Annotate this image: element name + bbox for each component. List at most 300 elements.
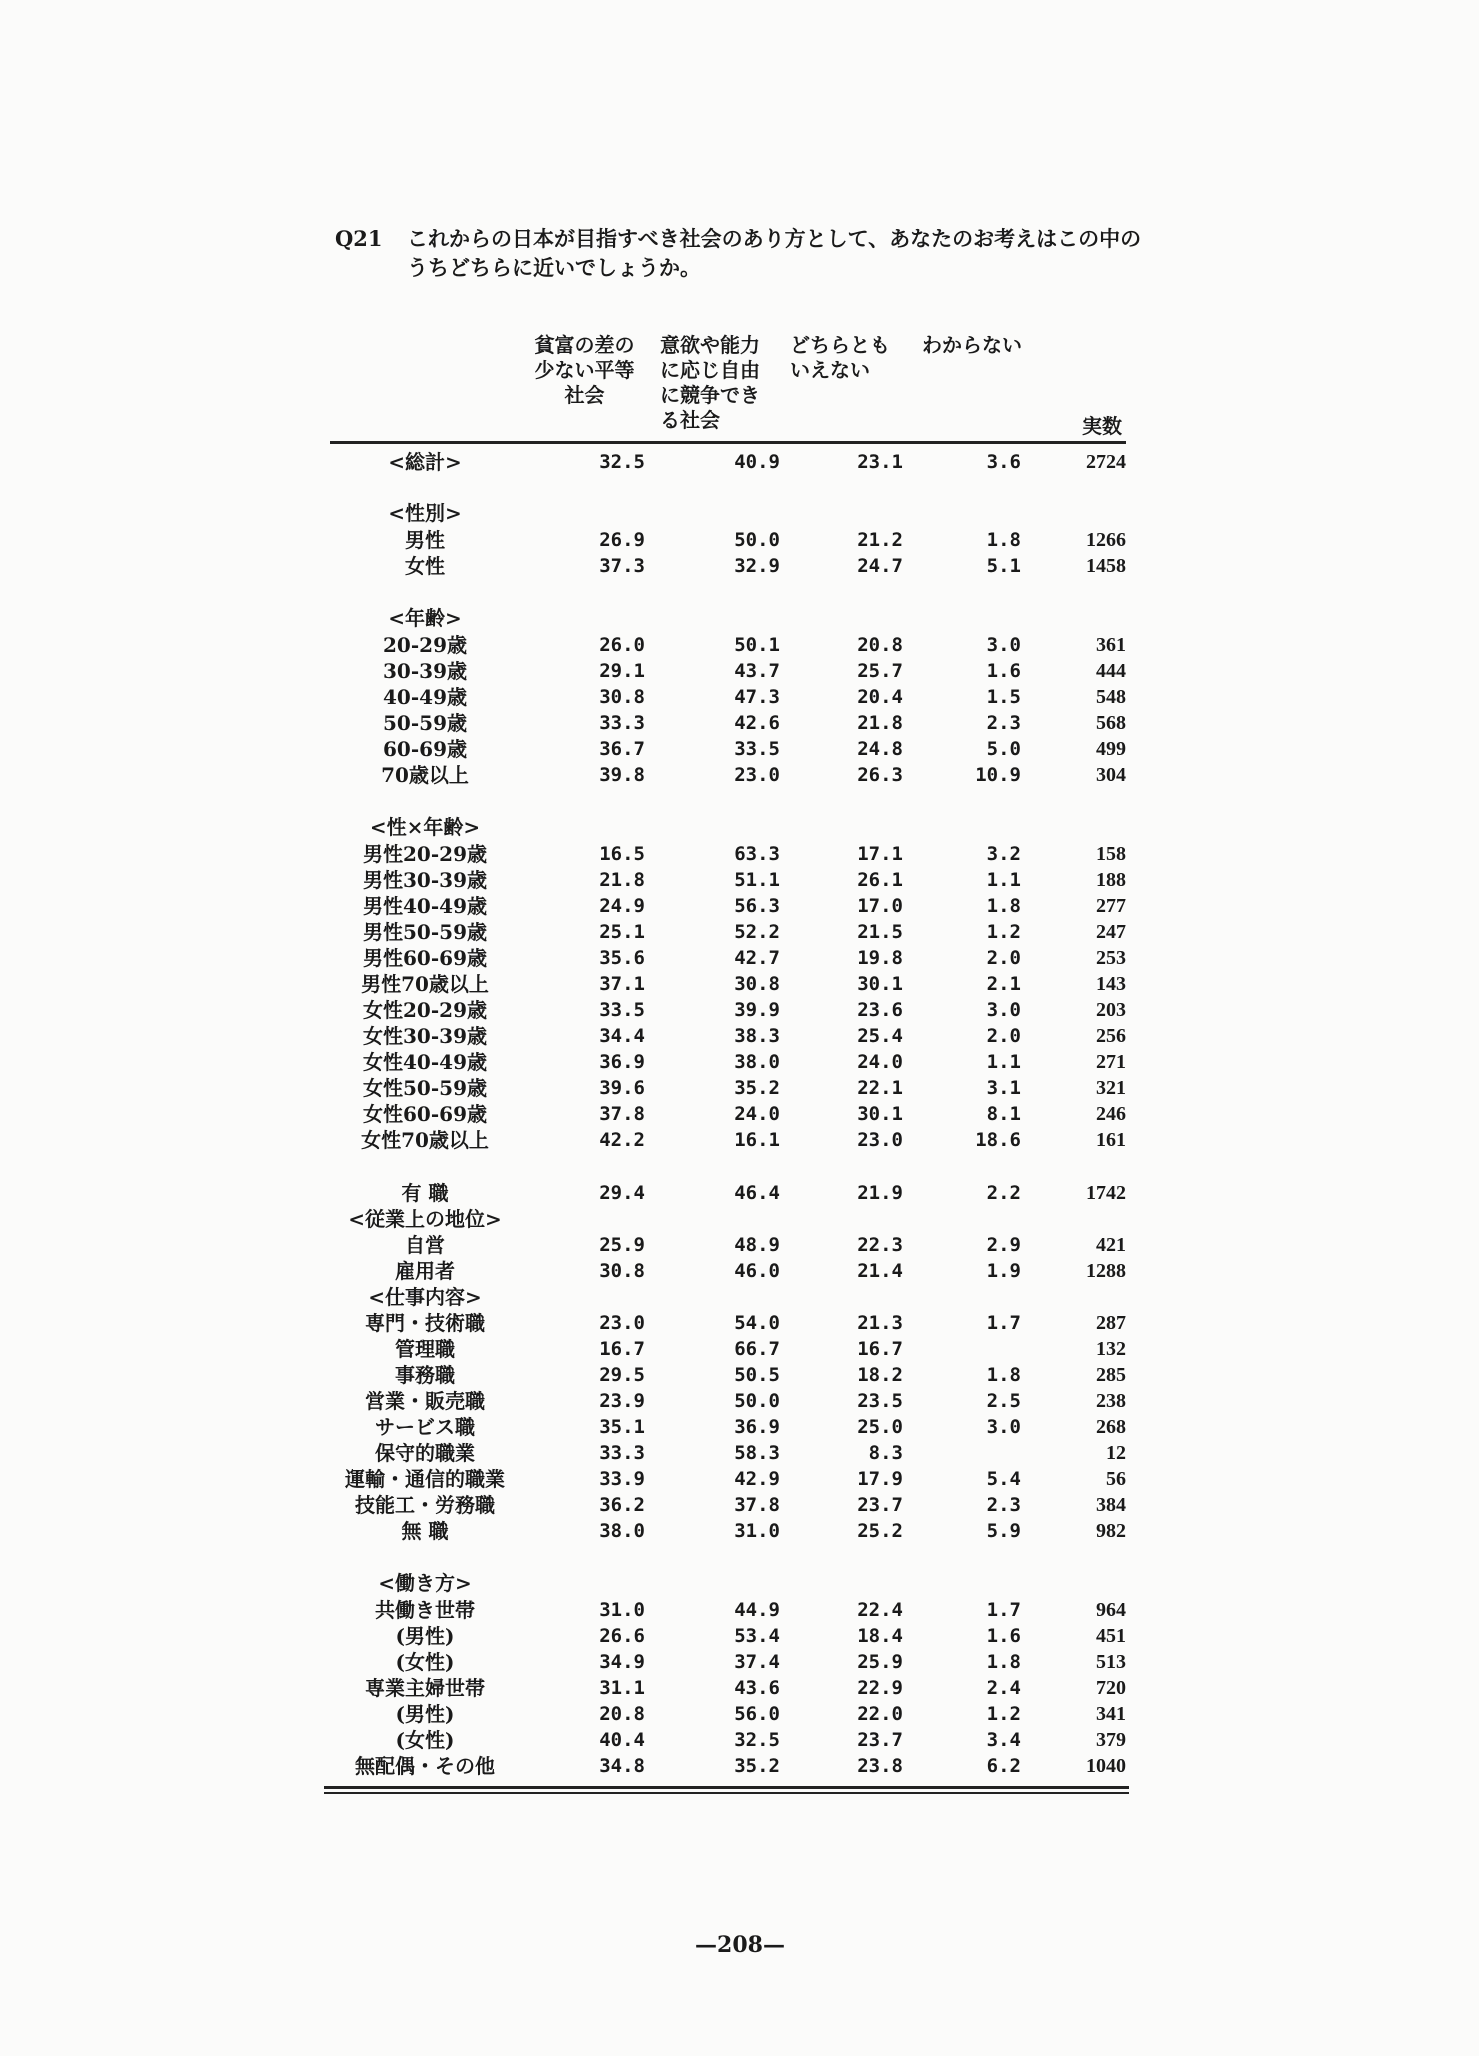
- percent-cell: 23.6: [857, 999, 903, 1021]
- percent-cell: 20.8: [857, 634, 903, 656]
- row-label: <仕事内容>: [368, 1285, 482, 1309]
- count-cell: 1742: [1086, 1182, 1126, 1204]
- percent-cell: 43.7: [734, 660, 780, 682]
- percent-cell: 2.0: [986, 947, 1021, 969]
- percent-cell: 17.1: [857, 843, 903, 865]
- percent-cell: 24.7: [857, 555, 903, 577]
- percent-cell: 50.0: [734, 529, 780, 551]
- count-cell: 158: [1096, 843, 1126, 865]
- table-bottom-rule: [324, 1786, 1129, 1789]
- table-row: [0, 632, 1479, 658]
- count-cell: 499: [1096, 738, 1126, 760]
- row-label: 雇用者: [395, 1259, 455, 1283]
- percent-cell: 66.7: [734, 1338, 780, 1360]
- count-cell: 161: [1096, 1129, 1126, 1151]
- count-cell: 548: [1096, 686, 1126, 708]
- percent-cell: 32.5: [599, 451, 645, 473]
- percent-cell: 21.3: [857, 1312, 903, 1334]
- row-label: 無 職: [401, 1519, 449, 1543]
- percent-cell: 2.9: [986, 1234, 1021, 1256]
- percent-cell: 54.0: [734, 1312, 780, 1334]
- percent-cell: 16.7: [599, 1338, 645, 1360]
- table-row: [0, 1206, 1479, 1232]
- percent-cell: 1.9: [986, 1260, 1021, 1282]
- percent-cell: 36.9: [734, 1416, 780, 1438]
- percent-cell: 52.2: [734, 921, 780, 943]
- percent-cell: 46.0: [734, 1260, 780, 1282]
- percent-cell: 39.6: [599, 1077, 645, 1099]
- percent-cell: 33.3: [599, 1442, 645, 1464]
- row-label: 20-29歳: [383, 633, 467, 657]
- percent-cell: 2.3: [986, 1494, 1021, 1516]
- percent-cell: 33.9: [599, 1468, 645, 1490]
- percent-cell: 53.4: [734, 1625, 780, 1647]
- table-row: [0, 1075, 1479, 1101]
- row-label: 事務職: [395, 1363, 455, 1387]
- row-label: 女性: [405, 554, 445, 578]
- count-cell: 268: [1096, 1416, 1126, 1438]
- percent-cell: 34.4: [599, 1025, 645, 1047]
- percent-cell: 16.7: [857, 1338, 903, 1360]
- percent-cell: 30.1: [857, 973, 903, 995]
- percent-cell: 50.1: [734, 634, 780, 656]
- percent-cell: 2.3: [986, 712, 1021, 734]
- percent-cell: 21.8: [599, 869, 645, 891]
- table-row: [0, 527, 1479, 553]
- percent-cell: 34.9: [599, 1651, 645, 1673]
- table-row: [0, 1023, 1479, 1049]
- count-cell: 246: [1096, 1103, 1126, 1125]
- percent-cell: 1.7: [986, 1312, 1021, 1334]
- percent-cell: 35.6: [599, 947, 645, 969]
- count-cell: 188: [1096, 869, 1126, 891]
- percent-cell: 23.7: [857, 1729, 903, 1751]
- row-label: 技能工・労務職: [355, 1493, 495, 1517]
- percent-cell: 29.4: [599, 1182, 645, 1204]
- percent-cell: 63.3: [734, 843, 780, 865]
- percent-cell: 35.2: [734, 1755, 780, 1777]
- percent-cell: 31.0: [734, 1520, 780, 1542]
- percent-cell: 22.4: [857, 1599, 903, 1621]
- count-cell: 1040: [1086, 1755, 1126, 1777]
- percent-cell: 51.1: [734, 869, 780, 891]
- percent-cell: 2.4: [986, 1677, 1021, 1699]
- percent-cell: 5.9: [986, 1520, 1021, 1542]
- row-label: サービス職: [375, 1415, 475, 1439]
- table-row: [0, 1049, 1479, 1075]
- percent-cell: 8.1: [986, 1103, 1021, 1125]
- count-cell: 361: [1096, 634, 1126, 656]
- count-cell: 384: [1096, 1494, 1126, 1516]
- table-row: [0, 945, 1479, 971]
- row-label: (男性): [395, 1624, 455, 1648]
- percent-cell: 1.2: [986, 921, 1021, 943]
- row-label: 男性20-29歳: [363, 842, 487, 866]
- count-cell: 513: [1096, 1651, 1126, 1673]
- row-label: <性別>: [388, 501, 462, 525]
- percent-cell: 1.6: [986, 1625, 1021, 1647]
- percent-cell: 3.0: [986, 1416, 1021, 1438]
- count-cell: 238: [1096, 1390, 1126, 1412]
- percent-cell: 35.2: [734, 1077, 780, 1099]
- percent-cell: 38.0: [734, 1051, 780, 1073]
- percent-cell: 18.2: [857, 1364, 903, 1386]
- row-label: 40-49歳: [383, 685, 467, 709]
- percent-cell: 42.2: [599, 1129, 645, 1151]
- percent-cell: 18.6: [975, 1129, 1021, 1151]
- count-cell: 304: [1096, 764, 1126, 786]
- percent-cell: 6.2: [986, 1755, 1021, 1777]
- percent-cell: 48.9: [734, 1234, 780, 1256]
- percent-cell: 32.5: [734, 1729, 780, 1751]
- percent-cell: 17.0: [857, 895, 903, 917]
- percent-cell: 2.2: [986, 1182, 1021, 1204]
- percent-cell: 25.0: [857, 1416, 903, 1438]
- percent-cell: 35.1: [599, 1416, 645, 1438]
- count-cell: 56: [1106, 1468, 1126, 1490]
- percent-cell: 25.2: [857, 1520, 903, 1542]
- percent-cell: 16.5: [599, 843, 645, 865]
- header-competitive-society: 意欲や能力 に応じ自由 に競争でき る社会: [660, 333, 760, 432]
- percent-cell: 46.4: [734, 1182, 780, 1204]
- percent-cell: 31.0: [599, 1599, 645, 1621]
- count-cell: 1458: [1086, 555, 1126, 577]
- percent-cell: 26.1: [857, 869, 903, 891]
- percent-cell: 22.9: [857, 1677, 903, 1699]
- percent-cell: 50.5: [734, 1364, 780, 1386]
- percent-cell: 22.1: [857, 1077, 903, 1099]
- table-row: [0, 1440, 1479, 1466]
- percent-cell: 10.9: [975, 764, 1021, 786]
- header-count: 実数: [1082, 414, 1122, 438]
- percent-cell: 21.9: [857, 1182, 903, 1204]
- row-label: 男性30-39歳: [363, 868, 487, 892]
- percent-cell: 30.8: [734, 973, 780, 995]
- percent-cell: 39.9: [734, 999, 780, 1021]
- percent-cell: 33.5: [599, 999, 645, 1021]
- count-cell: 256: [1096, 1025, 1126, 1047]
- row-label: 女性20-29歳: [363, 998, 487, 1022]
- table-row: [0, 1127, 1479, 1153]
- percent-cell: 8.3: [868, 1442, 903, 1464]
- table-row: [0, 1466, 1479, 1492]
- percent-cell: 21.2: [857, 529, 903, 551]
- percent-cell: 26.9: [599, 529, 645, 551]
- percent-cell: 24.0: [857, 1051, 903, 1073]
- percent-cell: 40.9: [734, 451, 780, 473]
- percent-cell: 20.8: [599, 1703, 645, 1725]
- table-row: [0, 1232, 1479, 1258]
- percent-cell: 3.4: [986, 1729, 1021, 1751]
- percent-cell: 26.3: [857, 764, 903, 786]
- percent-cell: 36.7: [599, 738, 645, 760]
- row-label: <従業上の地位>: [348, 1207, 502, 1231]
- count-cell: 132: [1096, 1338, 1126, 1360]
- percent-cell: 33.3: [599, 712, 645, 734]
- table-row: [0, 1492, 1479, 1518]
- percent-cell: 38.0: [599, 1520, 645, 1542]
- row-label: 男性: [405, 528, 445, 552]
- row-label: 管理職: [395, 1337, 455, 1361]
- percent-cell: 30.1: [857, 1103, 903, 1125]
- count-cell: 285: [1096, 1364, 1126, 1386]
- table-row: [0, 1180, 1479, 1206]
- count-cell: 964: [1096, 1599, 1126, 1621]
- row-label: <年齢>: [388, 606, 462, 630]
- count-cell: 451: [1096, 1625, 1126, 1647]
- header-dont-know: わからない: [922, 333, 1022, 357]
- table-row: [0, 893, 1479, 919]
- percent-cell: 21.8: [857, 712, 903, 734]
- table-row: [0, 1597, 1479, 1623]
- percent-cell: 5.0: [986, 738, 1021, 760]
- table-row: [0, 1649, 1479, 1675]
- percent-cell: 2.1: [986, 973, 1021, 995]
- percent-cell: 1.8: [986, 1651, 1021, 1673]
- row-label: 70歳以上: [381, 763, 469, 787]
- row-label: <総計>: [388, 450, 462, 474]
- table-row: [0, 1623, 1479, 1649]
- row-label: 男性60-69歳: [363, 946, 487, 970]
- count-cell: 287: [1096, 1312, 1126, 1334]
- count-cell: 379: [1096, 1729, 1126, 1751]
- count-cell: 321: [1096, 1077, 1126, 1099]
- percent-cell: 25.7: [857, 660, 903, 682]
- count-cell: 720: [1096, 1677, 1126, 1699]
- percent-cell: 21.5: [857, 921, 903, 943]
- table-row: [0, 1258, 1479, 1284]
- question-text: これからの日本が目指すべき社会のあり方として、あなたのお考えはこの中のうちどちらに近いでしょうか。: [407, 226, 1142, 280]
- table-row: [0, 1310, 1479, 1336]
- percent-cell: 17.9: [857, 1468, 903, 1490]
- row-label: 有 職: [401, 1181, 449, 1205]
- row-label: 女性40-49歳: [363, 1050, 487, 1074]
- percent-cell: 1.7: [986, 1599, 1021, 1621]
- percent-cell: 3.6: [986, 451, 1021, 473]
- percent-cell: 37.1: [599, 973, 645, 995]
- percent-cell: 34.8: [599, 1755, 645, 1777]
- percent-cell: 1.2: [986, 1703, 1021, 1725]
- percent-cell: 56.3: [734, 895, 780, 917]
- percent-cell: 2.0: [986, 1025, 1021, 1047]
- table-row: [0, 1518, 1479, 1544]
- table-row: [0, 1701, 1479, 1727]
- row-label: 女性50-59歳: [363, 1076, 487, 1100]
- percent-cell: 1.6: [986, 660, 1021, 682]
- row-label: 男性50-59歳: [363, 920, 487, 944]
- table-row: [0, 919, 1479, 945]
- percent-cell: 29.5: [599, 1364, 645, 1386]
- percent-cell: 19.8: [857, 947, 903, 969]
- table-row: [0, 736, 1479, 762]
- table-row: [0, 1101, 1479, 1127]
- table-row: [0, 658, 1479, 684]
- table-row: [0, 1336, 1479, 1362]
- percent-cell: 25.9: [599, 1234, 645, 1256]
- percent-cell: 25.9: [857, 1651, 903, 1673]
- percent-cell: 1.5: [986, 686, 1021, 708]
- row-label: 営業・販売職: [365, 1389, 485, 1413]
- percent-cell: 20.4: [857, 686, 903, 708]
- percent-cell: 23.5: [857, 1390, 903, 1412]
- percent-cell: 40.4: [599, 1729, 645, 1751]
- percent-cell: 33.5: [734, 738, 780, 760]
- table-row: [0, 1414, 1479, 1440]
- row-label: 男性70歳以上: [361, 972, 489, 996]
- count-cell: 982: [1096, 1520, 1126, 1542]
- count-cell: 143: [1096, 973, 1126, 995]
- row-label: 女性30-39歳: [363, 1024, 487, 1048]
- percent-cell: 26.6: [599, 1625, 645, 1647]
- percent-cell: 39.8: [599, 764, 645, 786]
- percent-cell: 24.0: [734, 1103, 780, 1125]
- percent-cell: 23.0: [857, 1129, 903, 1151]
- row-label: 自営: [405, 1233, 445, 1257]
- percent-cell: 36.2: [599, 1494, 645, 1516]
- table-row: [0, 814, 1479, 840]
- percent-cell: 1.8: [986, 1364, 1021, 1386]
- count-cell: 1288: [1086, 1260, 1126, 1282]
- count-cell: 12: [1106, 1442, 1126, 1464]
- table-bottom-rule-double: [324, 1792, 1129, 1794]
- percent-cell: 23.7: [857, 1494, 903, 1516]
- row-label: 専業主婦世帯: [365, 1676, 485, 1700]
- row-label: 男性40-49歳: [363, 894, 487, 918]
- percent-cell: 22.0: [857, 1703, 903, 1725]
- percent-cell: 1.1: [986, 1051, 1021, 1073]
- count-cell: 444: [1096, 660, 1126, 682]
- table-row: [0, 997, 1479, 1023]
- percent-cell: 42.7: [734, 947, 780, 969]
- table-row: [0, 1727, 1479, 1753]
- percent-cell: 1.8: [986, 895, 1021, 917]
- count-cell: 253: [1096, 947, 1126, 969]
- count-cell: 271: [1096, 1051, 1126, 1073]
- percent-cell: 24.9: [599, 895, 645, 917]
- header-neither: どちらとも いえない: [790, 333, 890, 382]
- table-row: [0, 841, 1479, 867]
- percent-cell: 30.8: [599, 1260, 645, 1282]
- percent-cell: 25.1: [599, 921, 645, 943]
- percent-cell: 23.8: [857, 1755, 903, 1777]
- count-cell: 568: [1096, 712, 1126, 734]
- percent-cell: 21.4: [857, 1260, 903, 1282]
- percent-cell: 3.0: [986, 634, 1021, 656]
- header-equal-society: 貧富の差の 少ない平等 社会: [534, 333, 635, 407]
- count-cell: 421: [1096, 1234, 1126, 1256]
- percent-cell: 38.3: [734, 1025, 780, 1047]
- question-number: Q21: [335, 226, 383, 251]
- percent-cell: 23.1: [857, 451, 903, 473]
- row-label: 無配偶・その他: [355, 1754, 495, 1778]
- row-label: 保守的職業: [375, 1441, 475, 1465]
- percent-cell: 32.9: [734, 555, 780, 577]
- row-label: 専門・技術職: [365, 1311, 485, 1335]
- row-label: 女性60-69歳: [363, 1102, 487, 1126]
- percent-cell: 56.0: [734, 1703, 780, 1725]
- percent-cell: 23.9: [599, 1390, 645, 1412]
- row-label: 30-39歳: [383, 659, 467, 683]
- percent-cell: 47.3: [734, 686, 780, 708]
- table-row: [0, 1675, 1479, 1701]
- percent-cell: 5.4: [986, 1468, 1021, 1490]
- percent-cell: 43.6: [734, 1677, 780, 1699]
- count-cell: 247: [1096, 921, 1126, 943]
- table-row: [0, 762, 1479, 788]
- percent-cell: 23.0: [599, 1312, 645, 1334]
- row-label: (女性): [395, 1728, 455, 1752]
- percent-cell: 3.1: [986, 1077, 1021, 1099]
- row-label: 共働き世帯: [375, 1598, 475, 1622]
- table-row: [0, 867, 1479, 893]
- table-row: [0, 1570, 1479, 1596]
- table-row: [0, 710, 1479, 736]
- row-label: <性×年齢>: [369, 815, 481, 839]
- percent-cell: 1.8: [986, 529, 1021, 551]
- percent-cell: 24.8: [857, 738, 903, 760]
- percent-cell: 58.3: [734, 1442, 780, 1464]
- table-row: [0, 971, 1479, 997]
- row-label: (女性): [395, 1650, 455, 1674]
- count-cell: 203: [1096, 999, 1126, 1021]
- percent-cell: 29.1: [599, 660, 645, 682]
- row-label: (男性): [395, 1702, 455, 1726]
- percent-cell: 25.4: [857, 1025, 903, 1047]
- row-label: 運輸・通信的職業: [345, 1467, 505, 1491]
- percent-cell: 37.4: [734, 1651, 780, 1673]
- percent-cell: 22.3: [857, 1234, 903, 1256]
- percent-cell: 36.9: [599, 1051, 645, 1073]
- percent-cell: 42.6: [734, 712, 780, 734]
- row-label: 女性70歳以上: [361, 1128, 489, 1152]
- percent-cell: 5.1: [986, 555, 1021, 577]
- table-row: [0, 1362, 1479, 1388]
- table-row: [0, 684, 1479, 710]
- percent-cell: 44.9: [734, 1599, 780, 1621]
- percent-cell: 1.1: [986, 869, 1021, 891]
- page-number: —208—: [695, 1932, 785, 1958]
- percent-cell: 37.3: [599, 555, 645, 577]
- percent-cell: 3.0: [986, 999, 1021, 1021]
- percent-cell: 23.0: [734, 764, 780, 786]
- count-cell: 277: [1096, 895, 1126, 917]
- percent-cell: 37.8: [734, 1494, 780, 1516]
- table-row: [0, 553, 1479, 579]
- table-row: [0, 1753, 1479, 1779]
- percent-cell: 37.8: [599, 1103, 645, 1125]
- row-label: <働き方>: [378, 1571, 472, 1595]
- count-cell: 341: [1096, 1703, 1126, 1725]
- percent-cell: 18.4: [857, 1625, 903, 1647]
- table-top-rule: [330, 441, 1126, 444]
- row-label: 60-69歳: [383, 737, 467, 761]
- table-row: [0, 500, 1479, 526]
- row-label: 50-59歳: [383, 711, 467, 735]
- table-row: [0, 605, 1479, 631]
- percent-cell: 16.1: [734, 1129, 780, 1151]
- percent-cell: 30.8: [599, 686, 645, 708]
- percent-cell: 3.2: [986, 843, 1021, 865]
- table-row: [0, 1284, 1479, 1310]
- table-row: [0, 1388, 1479, 1414]
- percent-cell: 50.0: [734, 1390, 780, 1412]
- percent-cell: 26.0: [599, 634, 645, 656]
- count-cell: 1266: [1086, 529, 1126, 551]
- count-cell: 2724: [1086, 451, 1126, 473]
- percent-cell: 2.5: [986, 1390, 1021, 1412]
- percent-cell: 31.1: [599, 1677, 645, 1699]
- table-row: [0, 449, 1479, 475]
